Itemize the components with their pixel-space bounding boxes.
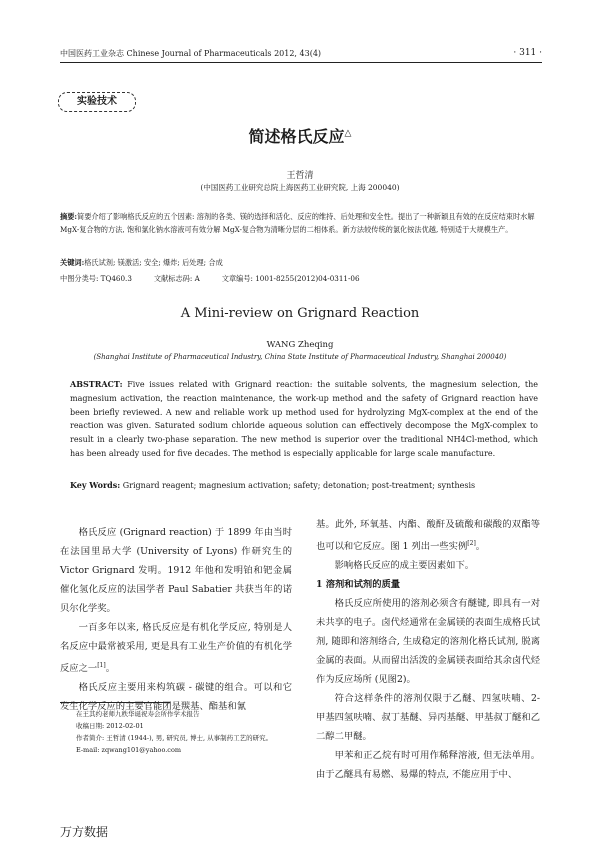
paragraph: 格氏反应主要用来构筑碳 - 碳键的组合。可以和它发生化学反应的主要官能团是羰基、酯基和氰 bbox=[60, 682, 292, 713]
abstract-cn-text: 简要介绍了影响格氏反应的五个因素: 溶剂的各类、镁的选择和活化、反应的维持、后处理和安全性。提出了一种新颖且有效的在反应结束时水解 MgX-复合物的方法, 饱和氯化钠水溶液可有效分解 MgX-复合物为清晰分层的二相体系。新方法较传统的氯化铵法优越, 特别适于大规模生产。 bbox=[60, 212, 535, 234]
paragraph: 影响格氏反应的成主要因素如下。 bbox=[334, 560, 475, 572]
keywords-chinese bbox=[60, 258, 538, 268]
journal-name: 中国医药工业杂志 Chinese Journal of Pharmaceuticals 2012, 43(4) bbox=[60, 49, 322, 58]
footnote: E-mail: zqwang101@yahoo.com bbox=[76, 746, 182, 754]
paragraph: 一百多年以来, 格氏反应是有机化学反应, 特别是人名反应中最常被采用, 更是具有工业生产价值的有机化学反应之一[1]。 bbox=[60, 622, 292, 675]
keywords-cn-label: 关键词: bbox=[60, 258, 85, 267]
section-tag: 实验技术 bbox=[58, 92, 136, 112]
classification-line bbox=[60, 274, 538, 284]
page-number: · 311 · bbox=[513, 48, 542, 58]
abstract-chinese bbox=[60, 210, 538, 236]
body-column-left bbox=[60, 523, 292, 716]
title-english: A Mini-review on Grignard Reaction bbox=[180, 306, 420, 321]
paragraph: 格氏反应 (Grignard reaction) 于 1899 年由当时在法国里昂大学 (University of Lyons) 作研究生的 Victor Grignard 发明。1912 年他和发明铂和钯金属催化氢化反应的法国学者 Paul Sabatier 共获当年的诺贝尔化学奖。 bbox=[60, 527, 292, 614]
section-heading: 1 溶剂和试剂的质量 bbox=[316, 579, 401, 591]
author-english: WANG Zheqing bbox=[266, 340, 334, 350]
citation: [2] bbox=[467, 540, 476, 547]
paragraph: 甲苯和正乙烷有时可用作稀释溶液, 但无法单用。由于乙醚具有易燃、易爆的特点, 不能应用于中、 bbox=[316, 750, 540, 781]
footnote: 作者简介: 王哲清 (1944-), 男, 研究员, 博士, 从事制药工艺的研究。 bbox=[76, 734, 273, 742]
keywords-cn-text: 格氏试剂; 镁激活; 安全; 爆炸; 后处理; 合成 bbox=[84, 258, 223, 267]
abstract-english bbox=[70, 378, 538, 461]
body-column-right bbox=[316, 515, 540, 784]
paragraph: 基。此外, 环氧基、内酯、酸酐及硫酸和碳酸的双酯等也可以和它反应。图 1 列出一些实例[2]。 bbox=[316, 519, 540, 553]
document-code: 文献标志码: A bbox=[153, 274, 200, 283]
affiliation-english: (Shanghai Institute of Pharmaceutical Industry, China State Institute of Pharmaceutical Industry, Shanghai 200040) bbox=[93, 353, 507, 361]
affiliation-chinese: (中国医药工业研究总院上海医药工业研究院, 上海 200040) bbox=[200, 183, 400, 192]
title-chinese: 简述格氏反应△ bbox=[248, 127, 352, 146]
article-id: 文章编号: 1001-8255(2012)04-0311-06 bbox=[221, 274, 360, 283]
author-chinese: 王哲清 bbox=[286, 171, 314, 181]
keywords-en-label: Key Words: bbox=[70, 480, 121, 490]
paragraph: 格氏反应所使用的溶剂必须含有醚键, 即具有一对未共享的电子。卤代烃通常在金属镁的表面生成格氏试剂, 随即和溶剂络合, 生成稳定的溶剂化格氏试剂, 脱离金属的表面。从而留出活泼的金属镁表面给其余卤代烃作为反应场所 (见图2)。 bbox=[316, 598, 540, 686]
title-mark: △ bbox=[344, 128, 352, 139]
footnote: 在王其约老师九秩华诞祝寿会所作学术报告 bbox=[76, 710, 200, 718]
footnotes bbox=[76, 708, 296, 756]
footnote-divider bbox=[60, 702, 170, 703]
footer-watermark: 万方数据 bbox=[60, 825, 109, 839]
abstract-cn-label: 摘要: bbox=[60, 212, 78, 221]
abstract-en-label: ABSTRACT: bbox=[70, 379, 123, 389]
keywords-en-text: Grignard reagent; magnesium activation; safety; detonation; post-treatment; synthesis bbox=[122, 481, 476, 490]
footnote: 收稿日期: 2012-02-01 bbox=[76, 722, 144, 730]
citation: [1] bbox=[97, 662, 106, 669]
abstract-en-text: Five issues related with Grignard reaction: the suitable solvents, the magnesium selection, the magnesium activation, the reaction maintenance, the work-up method and the safety of Grignard reaction have been briefly reviewed. A new and reliable work up method used for hydrolyzing MgX-complex at the end of the reaction was given. Saturated sodium chloride aqueous solution can effectively decompose the MgX-complex to result in a clearly two-phase separation. The new method is superior over the traditional NH4Cl-method, which has been already used for five decades. The method is especially applicable for large scale manufacture. bbox=[70, 380, 539, 458]
running-header bbox=[60, 48, 542, 63]
keywords-english bbox=[70, 480, 538, 490]
paragraph: 符合这样条件的溶剂仅限于乙醚、四氢呋喃、2- 甲基四氢呋喃、叔丁基醚、异丙基醚、甲基叔丁醚和乙二醇二甲醚。 bbox=[316, 693, 540, 743]
clc-number: 中图分类号: TQ460.3 bbox=[60, 274, 132, 283]
